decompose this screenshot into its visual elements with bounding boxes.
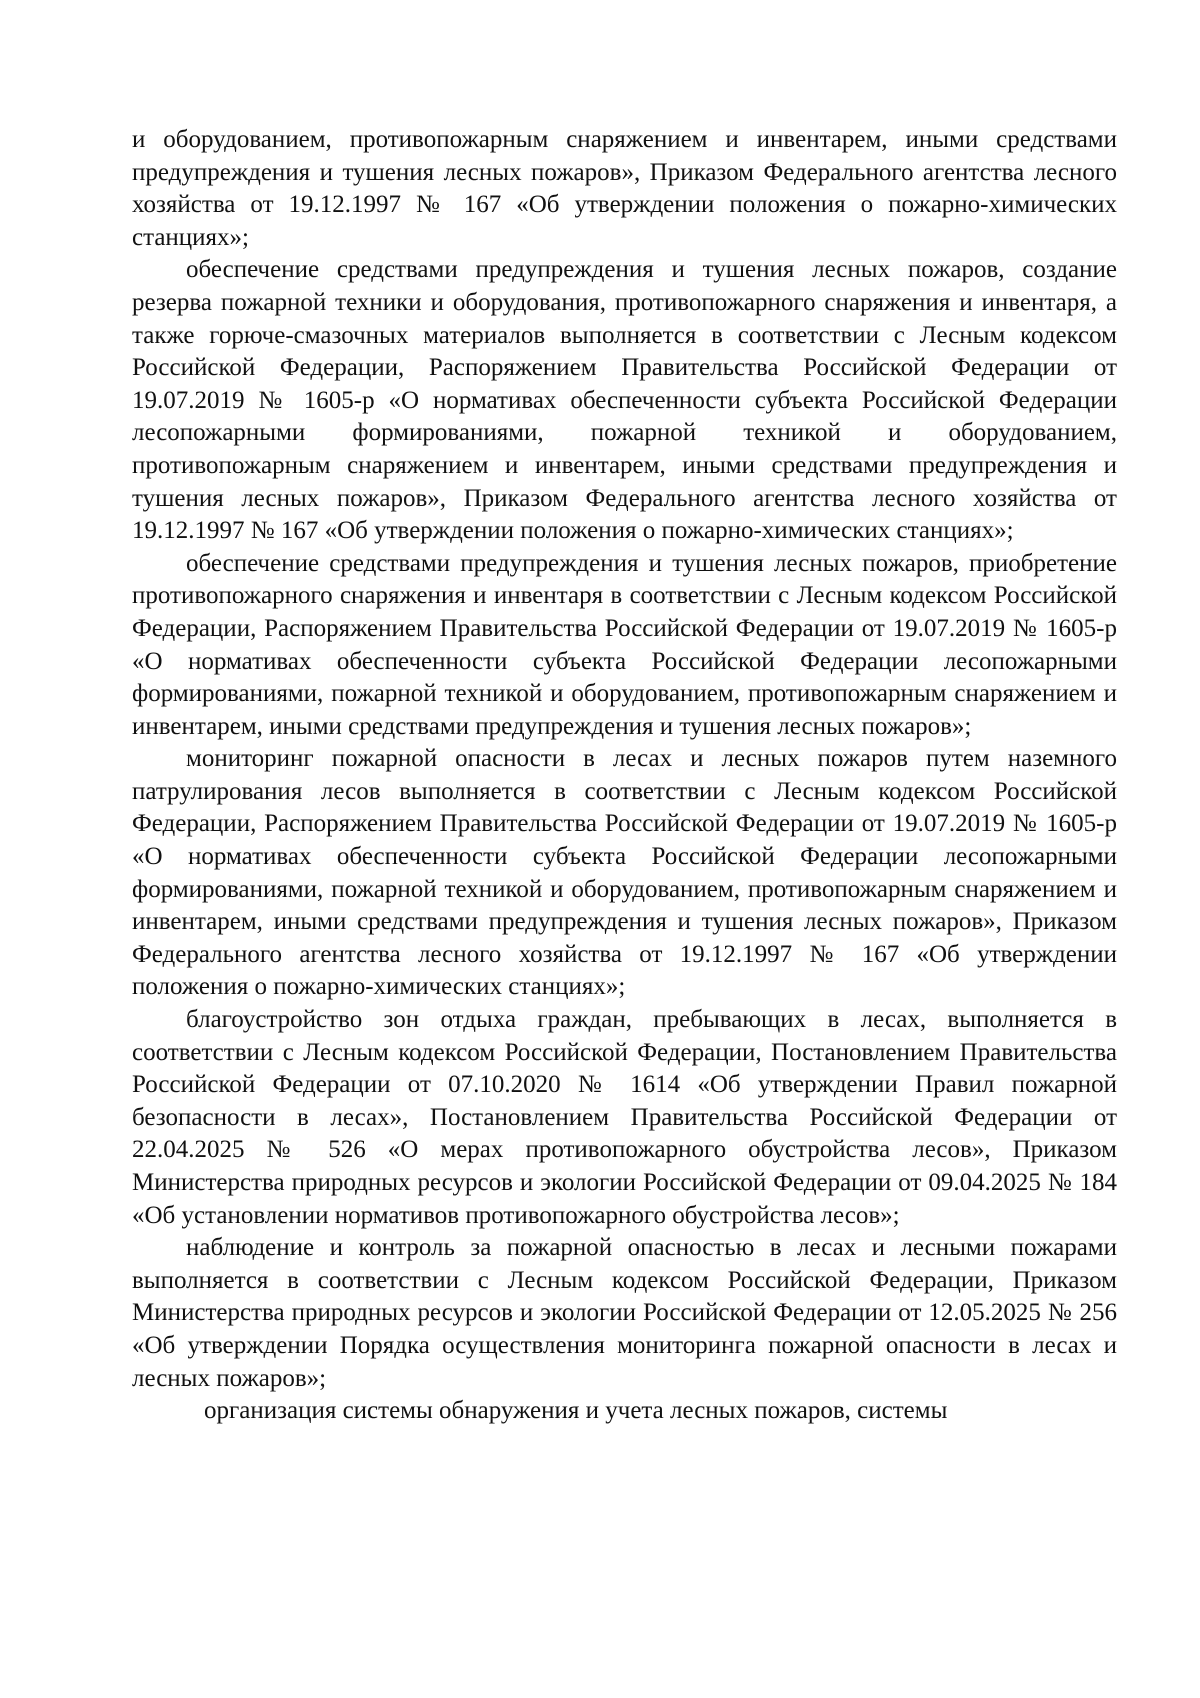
paragraph-fire-equipment-reserve: обеспечение средствами предупреждения и тушения лесных пожаров, создание резерва пожарной техники и оборудования, противопожарного снаряжения и инвентаря, а также горюче-смазочных материалов выполняется в соответствии с Лесным кодексом Российской Федерации, Распоряжением Правительства Российской Федерации от 19.07.2019 № 1605-р «О нормативах обеспеченности субъекта Российской Федерации лесопожарными формированиями, пожарной техникой и оборудованием, противопожарным снаряжением и инвентарем, иными средствами предупреждения и тушения лесных пожаров», Приказом Федерального агентства лесного хозяйства от 19.12.1997 № 167 «Об утверждении положения о пожарно-химических станциях»;	[132, 256, 1117, 545]
document-body	[132, 124, 1117, 1428]
paragraph-fire-equipment-purchase: обеспечение средствами предупреждения и тушения лесных пожаров, приобретение противопожарного снаряжения и инвентаря в соответствии с Лесным кодексом Российской Федерации, Распоряжением Правительства Российской Федерации от 19.07.2019 № 1605-р «О нормативах обеспеченности субъекта Российской Федерации лесопожарными формированиями, пожарной техникой и оборудованием, противопожарным снаряжением и инвентарем, иными средствами предупреждения и тушения лесных пожаров»;	[132, 549, 1117, 740]
paragraph-fire-detection-system: организация системы обнаружения и учета лесных пожаров, системы	[204, 1397, 948, 1425]
paragraph-ground-patrol-monitoring: мониторинг пожарной опасности в лесах и лесных пожаров путем наземного патрулирования лесов выполняется в соответствии с Лесным кодексом Российской Федерации, Распоряжением Правительства Российской Федерации от 19.07.2019 № 1605-р «О нормативах обеспеченности субъекта Российской Федерации лесопожарными формированиями, пожарной техникой и оборудованием, противопожарным снаряжением и инвентарем, иными средствами предупреждения и тушения лесных пожаров», Приказом Федерального агентства лесного хозяйства от 19.12.1997 № 167 «Об утверждении положения о пожарно-химических станциях»;	[132, 745, 1117, 1001]
paragraph-recreation-zones: благоустройство зон отдыха граждан, пребывающих в лесах, выполняется в соответствии с Лесным кодексом Российской Федерации, Постановлением Правительства Российской Федерации от 07.10.2020 № 1614 «Об утверждении Правил пожарной безопасности в лесах», Постановлением Правительства Российской Федерации от 22.04.2025 № 526 «О мерах противопожарного обустройства лесов», Приказом Министерства природных ресурсов и экологии Российской Федерации от 09.04.2025 № 184 «Об установлении нормативов противопожарного обустройства лесов»;	[132, 1006, 1117, 1229]
paragraph-fire-observation-control: наблюдение и контроль за пожарной опасностью в лесах и лесными пожарами выполняется в соответствии с Лесным кодексом Российской Федерации, Приказом Министерства природных ресурсов и экологии Российской Федерации от 12.05.2025 № 256 «Об утверждении Порядка осуществления мониторинга пожарной опасности в лесах и лесных пожаров»;	[132, 1234, 1117, 1392]
paragraph-continuation: и оборудованием, противопожарным снаряжением и инвентарем, иными средствами предупреждения и тушения лесных пожаров», Приказом Федерального агентства лесного хозяйства от 19.12.1997 № 167 «Об утверждении положения о пожарно-химических станциях»;	[132, 126, 1117, 251]
